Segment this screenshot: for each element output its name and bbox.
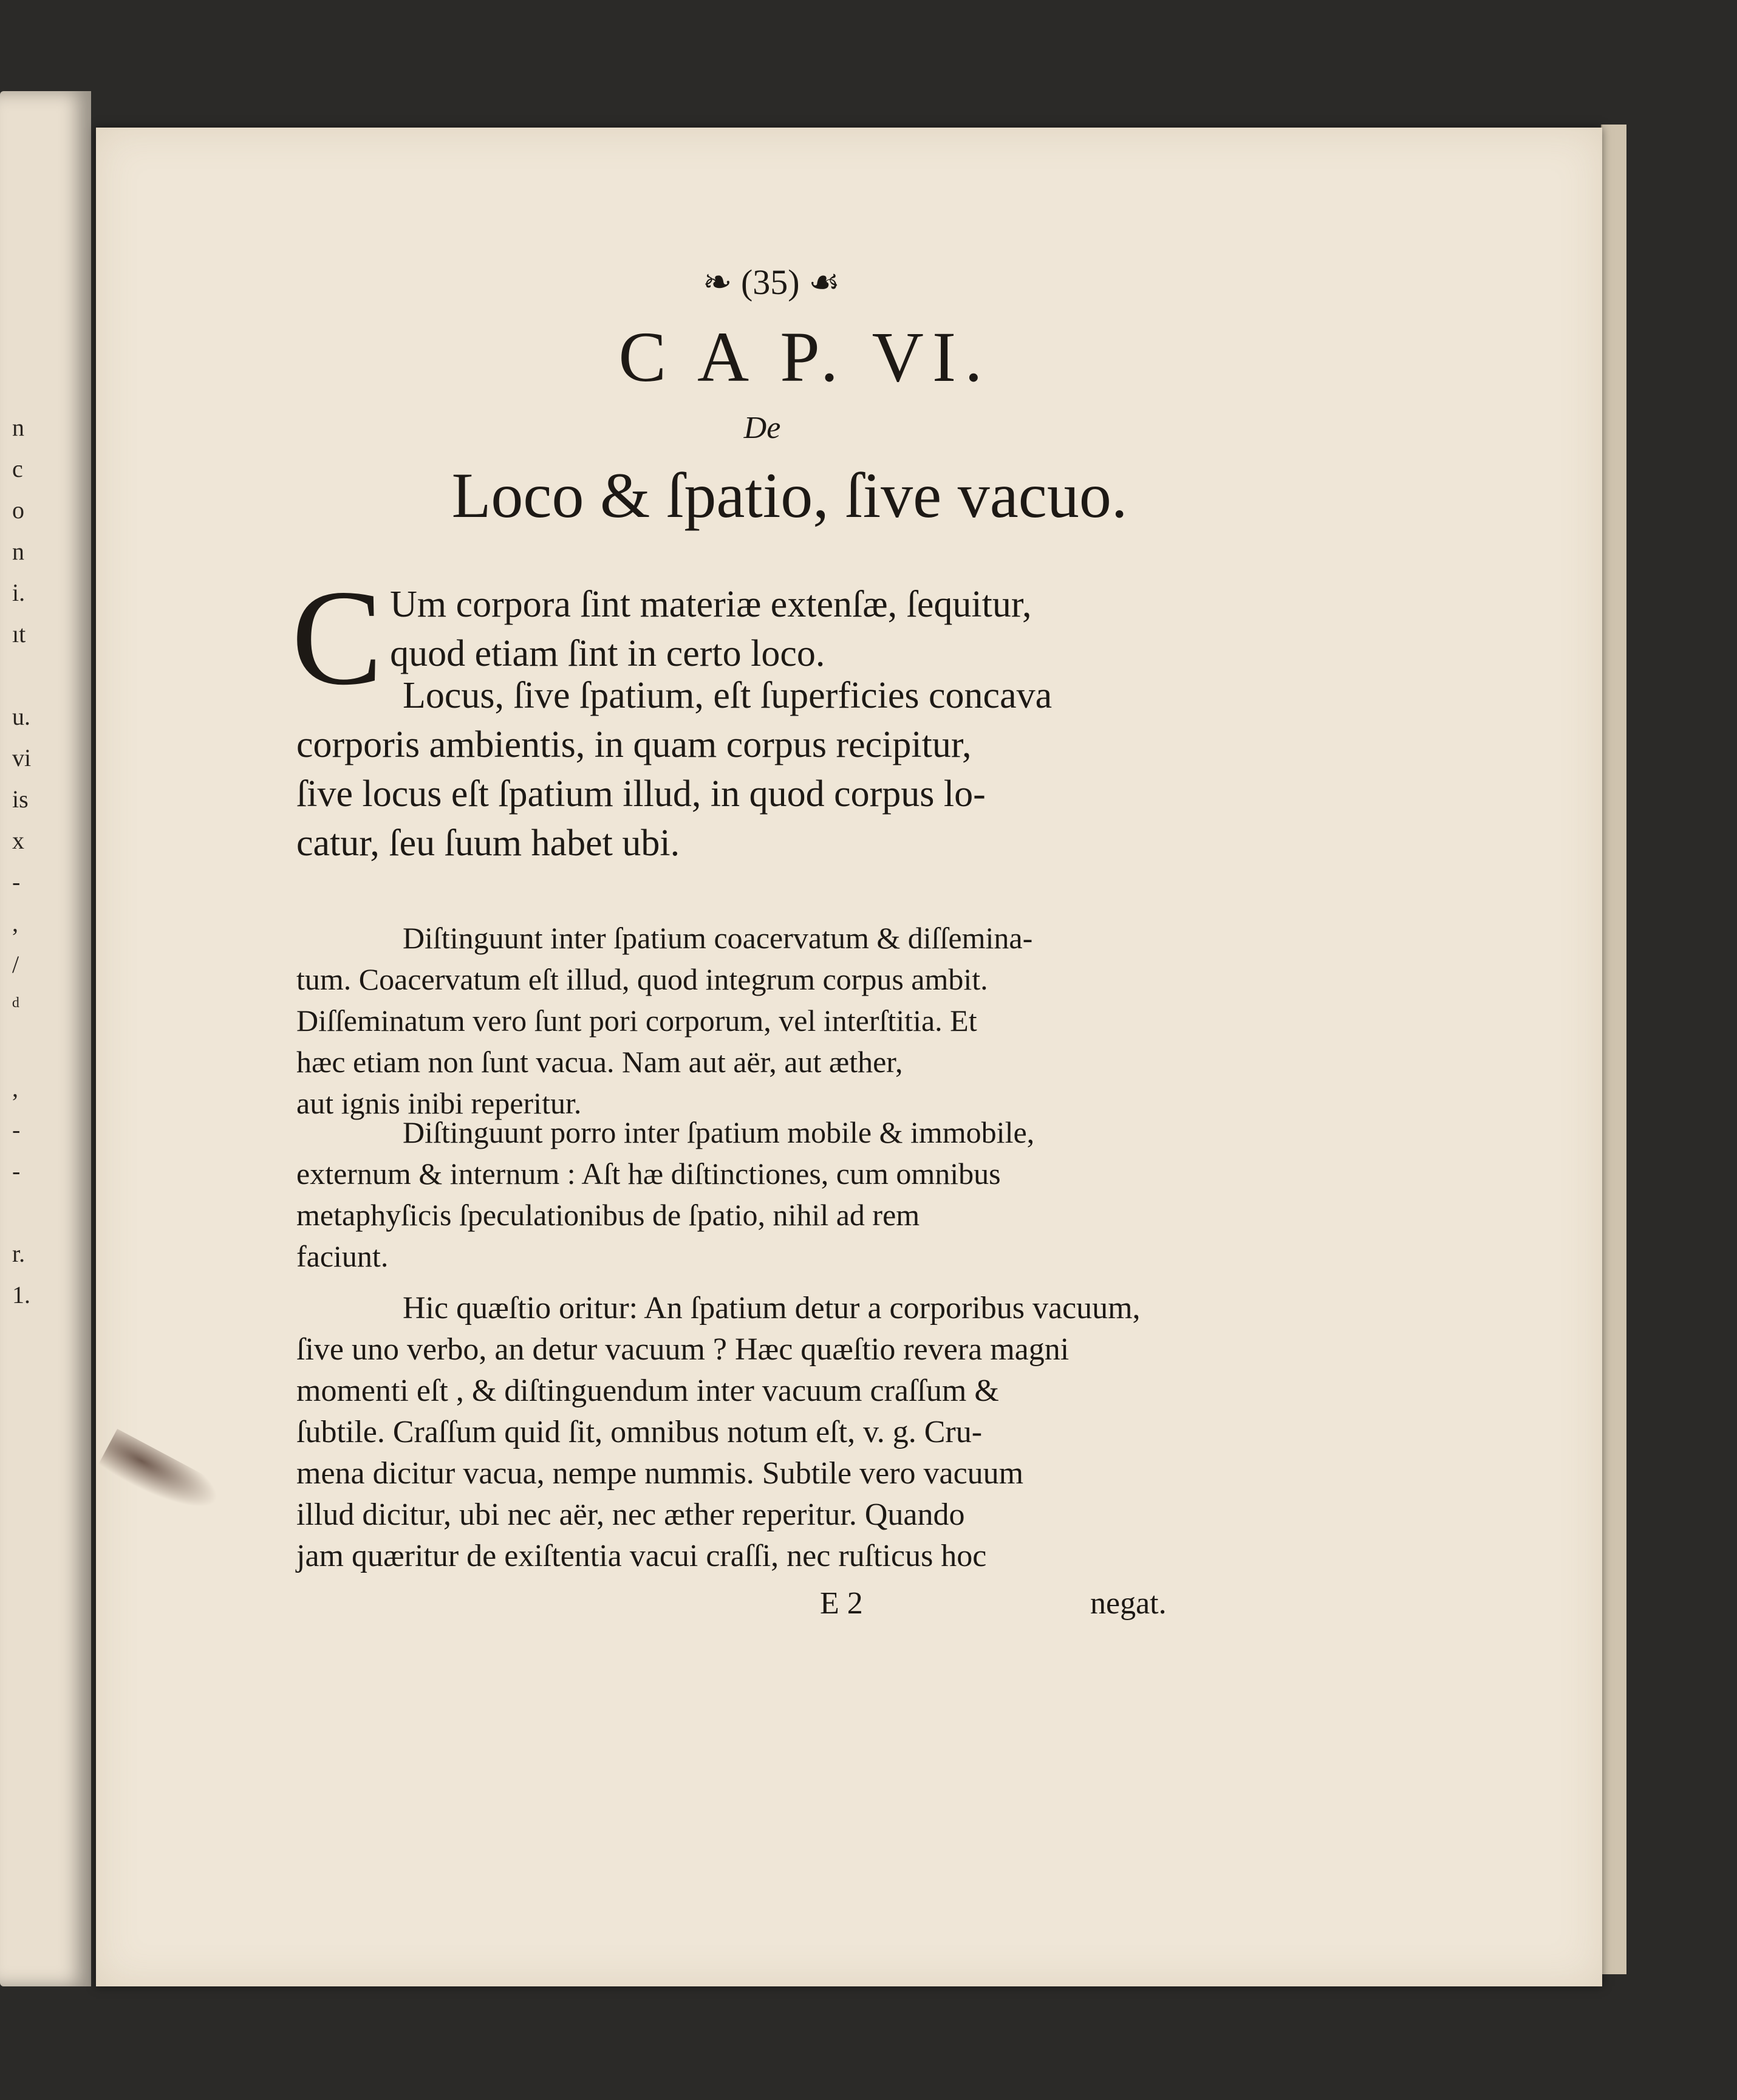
text-line: Diſſeminatum vero ſunt pori corporum, vel interſtitia. Et (296, 1004, 977, 1038)
text-line: externum & internum : Aſt hæ diſtinctiones, cum omnibus (296, 1157, 1001, 1191)
text-line: Diſtinguunt inter ſpatium coacervatum & diſſemina- (403, 921, 1033, 955)
text-line: tum. Coacervatum eſt illud, quod integrum corpus ambit. (296, 962, 988, 996)
text-line: Diſtinguunt porro inter ſpatium mobile & immobile, (403, 1115, 1035, 1149)
text-line: illud dicitur, ubi nec aër, nec æther reperitur. Quando (296, 1497, 965, 1532)
signature-mark: E 2 (820, 1586, 863, 1621)
left-page-edge-text: n c o n i. ıt u. vi is x - , / ᵈ , - - r. 1. (12, 414, 32, 1308)
text-line: corporis ambientis, in quam corpus recipitur, (296, 724, 972, 765)
text-line: hæc etiam non ſunt vacua. Nam aut aër, aut æther, (296, 1045, 903, 1079)
catchword: negat. (1090, 1586, 1167, 1621)
text-line: ſive uno verbo, an detur vacuum ? Hæc quæſtio revera magni (296, 1332, 1070, 1367)
text-line: Um corpora ſint materiæ extenſæ, ſequitur, (390, 584, 1032, 625)
text-line: catur, ſeu ſuum habet ubi. (296, 823, 680, 864)
chapter-title: Loco & ſpatio, ſive vacuo. (451, 460, 1128, 531)
chapter-heading: C A P. VI. (618, 317, 991, 397)
folio-number: (35) (740, 262, 800, 302)
text-line: momenti eſt , & diſtinguendum inter vacuum craſſum & (296, 1373, 999, 1408)
left-page (0, 91, 91, 1986)
text-line: ſubtile. Craſſum quid ſit, omnibus notum eſt, v. g. Cru- (296, 1415, 983, 1449)
text-line: jam quæritur de exiſtentia vacui craſſi, nec ruſticus hoc (296, 1539, 987, 1573)
text-line: aut ignis inibi reperitur. (296, 1086, 582, 1120)
chapter-de: De (743, 411, 781, 445)
text-line: metaphyſicis ſpeculationibus de ſpatio, nihil ad rem (296, 1198, 920, 1232)
text-line: ſive locus eſt ſpatium illud, in quod corpus lo- (296, 773, 986, 815)
paragraph-4 (296, 1112, 1232, 1277)
paragraph-3 (296, 917, 1232, 1124)
text-line: faciunt. (296, 1239, 389, 1273)
text-line: Hic quæſtio oritur: An ſpatium detur a corporibus vacuum, (403, 1291, 1141, 1325)
paragraph-5 (296, 1288, 1232, 1577)
ornament-right-icon: ☙ (799, 262, 841, 302)
text-line: quod etiam ſint in certo loco. (390, 633, 825, 674)
ornament-left-icon: ❧ (702, 262, 741, 302)
drop-cap: C (292, 561, 383, 713)
text-line: mena dicitur vacua, nempe nummis. Subtile vero vacuum (296, 1456, 1024, 1491)
page-edge (1601, 125, 1626, 1974)
page-number (656, 261, 887, 303)
text-line: Locus, ſive ſpatium, eſt ſuperficies concava (403, 675, 1053, 716)
paragraph-2 (296, 671, 1232, 868)
